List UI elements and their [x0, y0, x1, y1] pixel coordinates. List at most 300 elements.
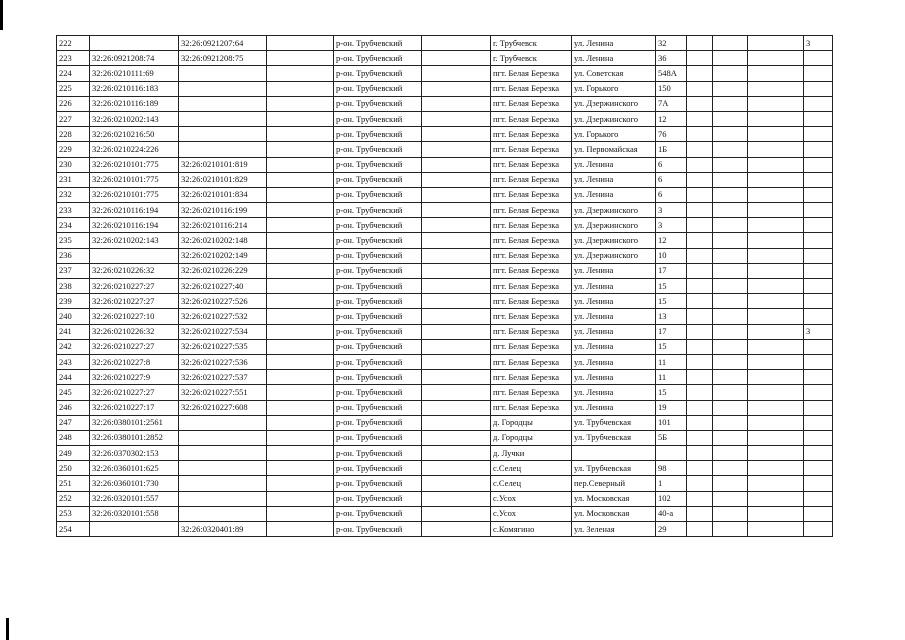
extra-2-cell: [713, 309, 748, 324]
extra-3-cell: [748, 370, 804, 385]
extra-2-cell: [713, 187, 748, 202]
table-row: [57, 36, 833, 51]
cadastral-number-cell: 32:26:0210227:27: [90, 294, 179, 309]
settlement-cell: пгт. Белая Березка: [491, 400, 572, 415]
street-cell: ул. Ленина: [572, 339, 656, 354]
house-number-cell: 36: [656, 51, 687, 66]
cadastral-number-2-cell: 32:26:0210227:551: [179, 385, 267, 400]
blank-column-2-cell: [422, 309, 491, 324]
cadastral-number-2-cell: [179, 111, 267, 126]
blank-column-cell: [267, 294, 334, 309]
blank-column-2-cell: [422, 96, 491, 111]
binding-mark-top: [0, 0, 3, 30]
cadastral-number-cell: [90, 36, 179, 51]
note-cell: [804, 522, 833, 537]
blank-column-cell: [267, 51, 334, 66]
street-cell: ул. Московская: [572, 491, 656, 506]
extra-2-cell: [713, 157, 748, 172]
cadastral-number-2-cell: 32:26:0210202:149: [179, 248, 267, 263]
blank-column-cell: [267, 506, 334, 521]
district-cell: р-он. Трубчевский: [334, 218, 422, 233]
settlement-cell: д. Городцы: [491, 430, 572, 445]
extra-3-cell: [748, 142, 804, 157]
extra-2-cell: [713, 218, 748, 233]
blank-column-cell: [267, 415, 334, 430]
district-cell: р-он. Трубчевский: [334, 248, 422, 263]
blank-column-2-cell: [422, 233, 491, 248]
cadastral-number-2-cell: 32:26:0210226:229: [179, 263, 267, 278]
extra-2-cell: [713, 142, 748, 157]
extra-1-cell: [687, 370, 713, 385]
blank-column-2-cell: [422, 51, 491, 66]
blank-column-2-cell: [422, 127, 491, 142]
cadastral-number-cell: 32:26:0210226:32: [90, 263, 179, 278]
district-cell: р-он. Трубчевский: [334, 415, 422, 430]
cadastral-number-2-cell: 32:26:0210202:148: [179, 233, 267, 248]
note-cell: [804, 354, 833, 369]
blank-column-cell: [267, 385, 334, 400]
cadastral-number-2-cell: [179, 415, 267, 430]
note-cell: [804, 400, 833, 415]
district-cell: р-он. Трубчевский: [334, 400, 422, 415]
blank-column-cell: [267, 127, 334, 142]
house-number-cell: 17: [656, 263, 687, 278]
blank-column-2-cell: [422, 446, 491, 461]
extra-2-cell: [713, 522, 748, 537]
table-row: [57, 385, 833, 400]
extra-2-cell: [713, 446, 748, 461]
extra-3-cell: [748, 187, 804, 202]
extra-3-cell: [748, 172, 804, 187]
settlement-cell: пгт. Белая Березка: [491, 172, 572, 187]
blank-column-cell: [267, 157, 334, 172]
extra-3-cell: [748, 415, 804, 430]
extra-3-cell: [748, 491, 804, 506]
extra-1-cell: [687, 36, 713, 51]
district-cell: р-он. Трубчевский: [334, 203, 422, 218]
cadastral-number-2-cell: 32:26:0210227:534: [179, 324, 267, 339]
extra-3-cell: [748, 324, 804, 339]
settlement-cell: пгт. Белая Березка: [491, 370, 572, 385]
table-row: [57, 522, 833, 537]
settlement-cell: пгт. Белая Березка: [491, 203, 572, 218]
district-cell: р-он. Трубчевский: [334, 385, 422, 400]
blank-column-cell: [267, 218, 334, 233]
settlement-cell: пгт. Белая Березка: [491, 66, 572, 81]
table-body: [57, 36, 833, 537]
extra-1-cell: [687, 400, 713, 415]
blank-column-2-cell: [422, 218, 491, 233]
extra-1-cell: [687, 127, 713, 142]
extra-3-cell: [748, 430, 804, 445]
cadastral-number-2-cell: 32:26:0210227:537: [179, 370, 267, 385]
cadastral-number-2-cell: [179, 446, 267, 461]
table-row: [57, 370, 833, 385]
table-row: [57, 248, 833, 263]
cadastral-number-cell: 32:26:0210216:50: [90, 127, 179, 142]
extra-1-cell: [687, 446, 713, 461]
district-cell: р-он. Трубчевский: [334, 522, 422, 537]
row-number-cell: 238: [57, 279, 90, 294]
house-number-cell: 15: [656, 279, 687, 294]
street-cell: ул. Горького: [572, 81, 656, 96]
table-row: [57, 157, 833, 172]
extra-3-cell: [748, 203, 804, 218]
settlement-cell: пгт. Белая Березка: [491, 127, 572, 142]
row-number-cell: 242: [57, 339, 90, 354]
note-cell: [804, 461, 833, 476]
district-cell: р-он. Трубчевский: [334, 172, 422, 187]
blank-column-cell: [267, 522, 334, 537]
note-cell: [804, 385, 833, 400]
table-row: [57, 354, 833, 369]
cadastral-number-cell: 32:26:0210227:8: [90, 354, 179, 369]
table-row: [57, 96, 833, 111]
cadastral-number-cell: 32:26:0210227:10: [90, 309, 179, 324]
extra-2-cell: [713, 127, 748, 142]
street-cell: ул. Ленина: [572, 354, 656, 369]
cadastral-number-2-cell: [179, 506, 267, 521]
table-row: [57, 187, 833, 202]
extra-2-cell: [713, 81, 748, 96]
note-cell: [804, 157, 833, 172]
blank-column-2-cell: [422, 36, 491, 51]
settlement-cell: пгт. Белая Березка: [491, 324, 572, 339]
district-cell: р-он. Трубчевский: [334, 36, 422, 51]
district-cell: р-он. Трубчевский: [334, 127, 422, 142]
row-number-cell: 236: [57, 248, 90, 263]
cadastral-number-2-cell: [179, 491, 267, 506]
row-number-cell: 240: [57, 309, 90, 324]
blank-column-cell: [267, 66, 334, 81]
table-row: [57, 111, 833, 126]
cadastral-number-cell: 32:26:0210227:27: [90, 279, 179, 294]
note-cell: [804, 430, 833, 445]
blank-column-cell: [267, 354, 334, 369]
blank-column-cell: [267, 324, 334, 339]
extra-2-cell: [713, 263, 748, 278]
street-cell: ул. Ленина: [572, 157, 656, 172]
blank-column-cell: [267, 476, 334, 491]
blank-column-2-cell: [422, 294, 491, 309]
cadastral-number-2-cell: [179, 476, 267, 491]
row-number-cell: 248: [57, 430, 90, 445]
row-number-cell: 251: [57, 476, 90, 491]
row-number-cell: 222: [57, 36, 90, 51]
extra-1-cell: [687, 476, 713, 491]
district-cell: р-он. Трубчевский: [334, 309, 422, 324]
blank-column-2-cell: [422, 111, 491, 126]
note-cell: [804, 279, 833, 294]
district-cell: р-он. Трубчевский: [334, 506, 422, 521]
note-cell: [804, 506, 833, 521]
cadastral-number-cell: 32:26:0921208:74: [90, 51, 179, 66]
street-cell: ул. Дзержинского: [572, 96, 656, 111]
settlement-cell: пгт. Белая Березка: [491, 248, 572, 263]
house-number-cell: [656, 446, 687, 461]
note-cell: [804, 309, 833, 324]
extra-2-cell: [713, 294, 748, 309]
blank-column-cell: [267, 203, 334, 218]
extra-1-cell: [687, 51, 713, 66]
note-cell: [804, 446, 833, 461]
street-cell: ул. Ленина: [572, 370, 656, 385]
cadastral-number-2-cell: 32:26:0210116:214: [179, 218, 267, 233]
cadastral-number-cell: 32:26:0210227:27: [90, 385, 179, 400]
house-number-cell: 548А: [656, 66, 687, 81]
note-cell: [804, 476, 833, 491]
extra-1-cell: [687, 385, 713, 400]
table-row: [57, 142, 833, 157]
cadastral-number-cell: 32:26:0210227:17: [90, 400, 179, 415]
extra-2-cell: [713, 354, 748, 369]
house-number-cell: 15: [656, 339, 687, 354]
street-cell: ул. Трубчевская: [572, 461, 656, 476]
cadastral-number-cell: 32:26:0210101:775: [90, 172, 179, 187]
extra-3-cell: [748, 385, 804, 400]
district-cell: р-он. Трубчевский: [334, 294, 422, 309]
house-number-cell: 101: [656, 415, 687, 430]
street-cell: ул. Трубчевская: [572, 415, 656, 430]
extra-3-cell: [748, 279, 804, 294]
extra-3-cell: [748, 339, 804, 354]
note-cell: [804, 233, 833, 248]
cadastral-number-cell: 32:26:0210116:194: [90, 218, 179, 233]
street-cell: пер.Северный: [572, 476, 656, 491]
district-cell: р-он. Трубчевский: [334, 491, 422, 506]
scan-noise: [95, 606, 835, 608]
street-cell: ул. Ленина: [572, 400, 656, 415]
house-number-cell: 150: [656, 81, 687, 96]
street-cell: ул. Ленина: [572, 187, 656, 202]
extra-1-cell: [687, 506, 713, 521]
table-row: [57, 324, 833, 339]
blank-column-2-cell: [422, 263, 491, 278]
blank-column-cell: [267, 81, 334, 96]
note-cell: [804, 111, 833, 126]
district-cell: р-он. Трубчевский: [334, 187, 422, 202]
street-cell: ул. Ленина: [572, 51, 656, 66]
house-number-cell: 6: [656, 172, 687, 187]
row-number-cell: 243: [57, 354, 90, 369]
extra-1-cell: [687, 279, 713, 294]
cadastral-number-cell: [90, 522, 179, 537]
blank-column-cell: [267, 142, 334, 157]
extra-2-cell: [713, 385, 748, 400]
row-number-cell: 237: [57, 263, 90, 278]
street-cell: ул. Дзержинского: [572, 218, 656, 233]
table-row: [57, 476, 833, 491]
street-cell: ул. Ленина: [572, 385, 656, 400]
cadastral-number-cell: 32:26:0320101:557: [90, 491, 179, 506]
row-number-cell: 244: [57, 370, 90, 385]
blank-column-2-cell: [422, 248, 491, 263]
blank-column-2-cell: [422, 415, 491, 430]
row-number-cell: 241: [57, 324, 90, 339]
house-number-cell: 1: [656, 476, 687, 491]
note-cell: [804, 142, 833, 157]
cadastral-number-cell: 32:26:0320101:558: [90, 506, 179, 521]
blank-column-cell: [267, 248, 334, 263]
district-cell: р-он. Трубчевский: [334, 157, 422, 172]
extra-2-cell: [713, 415, 748, 430]
settlement-cell: с.Селец: [491, 461, 572, 476]
note-cell: [804, 187, 833, 202]
cadastral-number-cell: 32:26:0210116:189: [90, 96, 179, 111]
settlement-cell: пгт. Белая Березка: [491, 263, 572, 278]
row-number-cell: 226: [57, 96, 90, 111]
row-number-cell: 231: [57, 172, 90, 187]
district-cell: р-он. Трубчевский: [334, 370, 422, 385]
blank-column-cell: [267, 309, 334, 324]
extra-2-cell: [713, 203, 748, 218]
row-number-cell: 229: [57, 142, 90, 157]
blank-column-2-cell: [422, 203, 491, 218]
extra-3-cell: [748, 233, 804, 248]
extra-2-cell: [713, 96, 748, 111]
cadastral-number-2-cell: 32:26:0921207:64: [179, 36, 267, 51]
table-row: [57, 127, 833, 142]
house-number-cell: 3: [656, 218, 687, 233]
district-cell: р-он. Трубчевский: [334, 476, 422, 491]
table-row: [57, 233, 833, 248]
extra-1-cell: [687, 430, 713, 445]
house-number-cell: 10: [656, 248, 687, 263]
extra-2-cell: [713, 370, 748, 385]
row-number-cell: 235: [57, 233, 90, 248]
extra-1-cell: [687, 172, 713, 187]
extra-1-cell: [687, 324, 713, 339]
extra-2-cell: [713, 461, 748, 476]
blank-column-2-cell: [422, 324, 491, 339]
settlement-cell: с.Усох: [491, 506, 572, 521]
district-cell: р-он. Трубчевский: [334, 324, 422, 339]
extra-1-cell: [687, 111, 713, 126]
extra-3-cell: [748, 51, 804, 66]
cadastral-number-2-cell: [179, 66, 267, 81]
district-cell: р-он. Трубчевский: [334, 446, 422, 461]
blank-column-2-cell: [422, 81, 491, 96]
cadastral-number-cell: 32:26:0380101:2561: [90, 415, 179, 430]
extra-2-cell: [713, 36, 748, 51]
settlement-cell: с.Селец: [491, 476, 572, 491]
extra-3-cell: [748, 36, 804, 51]
extra-2-cell: [713, 66, 748, 81]
cadastral-number-cell: 32:26:0210202:143: [90, 233, 179, 248]
blank-column-cell: [267, 446, 334, 461]
extra-1-cell: [687, 187, 713, 202]
settlement-cell: с.Усох: [491, 491, 572, 506]
extra-3-cell: [748, 294, 804, 309]
blank-column-cell: [267, 111, 334, 126]
cadastral-number-cell: 32:26:0360101:625: [90, 461, 179, 476]
extra-1-cell: [687, 263, 713, 278]
note-cell: [804, 51, 833, 66]
table-row: [57, 263, 833, 278]
cadastral-number-cell: 32:26:0380101:2852: [90, 430, 179, 445]
street-cell: ул. Трубчевская: [572, 430, 656, 445]
blank-column-cell: [267, 233, 334, 248]
extra-1-cell: [687, 96, 713, 111]
street-cell: ул. Ленина: [572, 263, 656, 278]
extra-1-cell: [687, 294, 713, 309]
cadastral-number-2-cell: [179, 461, 267, 476]
cadastral-number-2-cell: 32:26:0210227:526: [179, 294, 267, 309]
house-number-cell: 11: [656, 354, 687, 369]
row-number-cell: 233: [57, 203, 90, 218]
settlement-cell: пгт. Белая Березка: [491, 81, 572, 96]
extra-3-cell: [748, 66, 804, 81]
cadastral-number-2-cell: 32:26:0210227:535: [179, 339, 267, 354]
cadastral-number-cell: 32:26:0210202:143: [90, 111, 179, 126]
extra-3-cell: [748, 476, 804, 491]
row-number-cell: 230: [57, 157, 90, 172]
extra-2-cell: [713, 233, 748, 248]
table-row: [57, 51, 833, 66]
note-cell: [804, 339, 833, 354]
street-cell: [572, 446, 656, 461]
row-number-cell: 227: [57, 111, 90, 126]
house-number-cell: 13: [656, 309, 687, 324]
blank-column-2-cell: [422, 354, 491, 369]
extra-2-cell: [713, 111, 748, 126]
table-row: [57, 491, 833, 506]
extra-1-cell: [687, 309, 713, 324]
settlement-cell: пгт. Белая Березка: [491, 279, 572, 294]
table-row: [57, 430, 833, 445]
extra-3-cell: [748, 446, 804, 461]
blank-column-2-cell: [422, 476, 491, 491]
blank-column-cell: [267, 187, 334, 202]
blank-column-2-cell: [422, 339, 491, 354]
settlement-cell: пгт. Белая Березка: [491, 309, 572, 324]
district-cell: р-он. Трубчевский: [334, 263, 422, 278]
table-row: [57, 172, 833, 187]
cadastral-number-2-cell: 32:26:0210116:199: [179, 203, 267, 218]
street-cell: ул. Ленина: [572, 279, 656, 294]
extra-3-cell: [748, 96, 804, 111]
district-cell: р-он. Трубчевский: [334, 51, 422, 66]
cadastral-number-cell: 32:26:0210227:9: [90, 370, 179, 385]
note-cell: [804, 370, 833, 385]
cadastral-number-2-cell: [179, 81, 267, 96]
blank-column-cell: [267, 400, 334, 415]
street-cell: ул. Дзержинского: [572, 111, 656, 126]
house-number-cell: 98: [656, 461, 687, 476]
extra-3-cell: [748, 354, 804, 369]
blank-column-2-cell: [422, 400, 491, 415]
street-cell: ул. Ленина: [572, 324, 656, 339]
extra-3-cell: [748, 309, 804, 324]
settlement-cell: пгт. Белая Березка: [491, 218, 572, 233]
blank-column-cell: [267, 279, 334, 294]
house-number-cell: 76: [656, 127, 687, 142]
note-cell: [804, 203, 833, 218]
extra-2-cell: [713, 491, 748, 506]
cadastral-number-cell: 32:26:0210101:775: [90, 157, 179, 172]
district-cell: р-он. Трубчевский: [334, 96, 422, 111]
street-cell: ул. Дзержинского: [572, 233, 656, 248]
extra-1-cell: [687, 461, 713, 476]
settlement-cell: пгт. Белая Березка: [491, 187, 572, 202]
table-row: [57, 506, 833, 521]
settlement-cell: д. Городцы: [491, 415, 572, 430]
row-number-cell: 247: [57, 415, 90, 430]
note-cell: [804, 263, 833, 278]
settlement-cell: пгт. Белая Березка: [491, 233, 572, 248]
table-row: [57, 309, 833, 324]
settlement-cell: пгт. Белая Березка: [491, 294, 572, 309]
